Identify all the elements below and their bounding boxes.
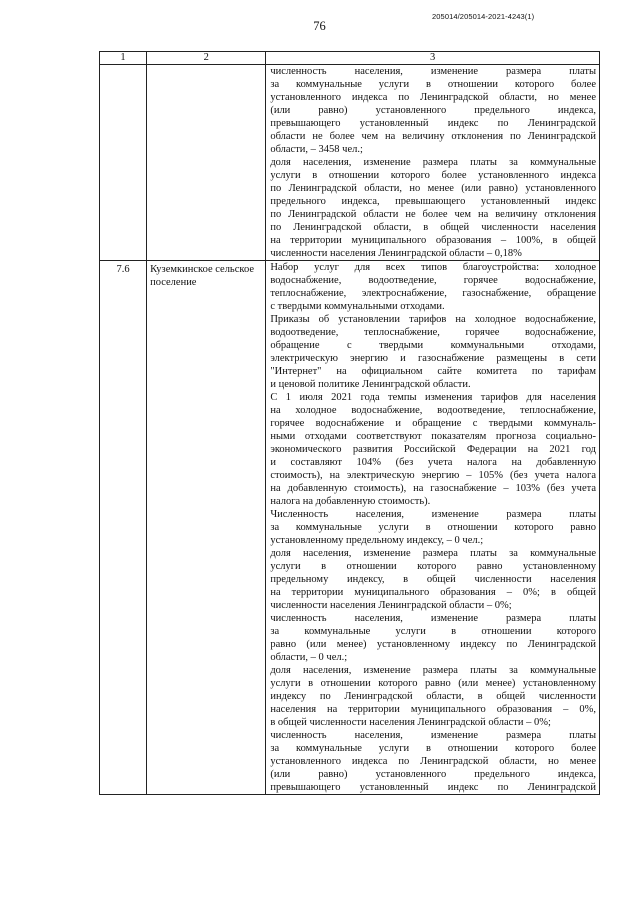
- document-id: 205014/205014-2021-4243(1): [432, 12, 535, 21]
- text-line: превышающего установленный индекс по Ленинградской: [270, 782, 596, 793]
- text-line: электрическую энергию и газоснабжение размещены в сети: [270, 353, 596, 364]
- text-line: индексу по Ленинградской области, в общей численности: [270, 691, 596, 702]
- column-header-3: 3: [266, 52, 600, 65]
- text-line: по Ленинградской области, в общей численности населения: [270, 222, 596, 233]
- text-line: численности населения Ленинградской области – 0,18%: [270, 248, 522, 259]
- text-line: области, – 3458 чел.;: [270, 144, 363, 155]
- text-line: за коммунальные услуги в отношении которого более: [270, 79, 596, 90]
- text-line: области, – 0 чел.;: [270, 652, 348, 663]
- text-line: установленного индекса по Ленинградской области, но менее: [270, 756, 596, 767]
- text-line: услуги в отношении которого равно (или менее) установленному: [270, 678, 596, 689]
- text-line: численность населения, изменение размера платы: [270, 613, 596, 624]
- row-number-cell: 7.6: [100, 261, 147, 795]
- text-line: установленного индекса по Ленинградской области, но менее: [270, 92, 596, 103]
- text-line: Численность населения, изменение размера платы: [270, 509, 596, 520]
- text-line: теплоснабжение, электроснабжение, газоснабжение, обращение: [270, 288, 596, 299]
- text-line: предельному индексу, в общей численности населения: [270, 574, 596, 585]
- text-line: экономического развития Российской Федерации на 2021 год: [270, 444, 596, 455]
- text-line: горячее водоснабжение и обращение с твердыми коммуналь-: [270, 418, 596, 429]
- text-line: Приказы об установлении тарифов на холодное водоснабжение,: [270, 314, 596, 325]
- text-line: Набор услуг для всех типов благоустройства: холодное: [270, 262, 596, 273]
- table-row-continued: [100, 65, 600, 261]
- text-line: обращение с твердыми коммунальными отходами,: [270, 340, 596, 351]
- text-line: водоотведение, теплоснабжение, горячее водоснабжение,: [270, 327, 596, 338]
- text-line: предельного индекса, превышающего установленный индекс: [270, 196, 596, 207]
- text-line: численность населения, изменение размера платы: [270, 730, 596, 741]
- text-line: за коммунальные услуги в отношении которого равно: [270, 522, 596, 533]
- text-line: (или равно) установленного предельного индекса,: [270, 105, 596, 116]
- settlement-name-cell: [147, 65, 266, 261]
- text-line: на территории муниципального образования – 100%, в общей: [270, 235, 596, 246]
- text-line: равно (или менее) установленному индексу по Ленинградской: [270, 639, 596, 650]
- text-line: (или равно) установленного предельного индекса,: [270, 769, 596, 780]
- text-line: по Ленинградской области, но менее (или равно) установленного: [270, 183, 596, 194]
- column-header-1: 1: [100, 52, 147, 65]
- page-number: 76: [313, 19, 326, 33]
- text-line: на территории муниципального образования – 0%; в общей: [270, 587, 596, 598]
- description-cell: [266, 65, 600, 261]
- text-line: доля населения, изменение размера платы за коммунальные: [270, 548, 596, 559]
- column-header-2: 2: [147, 52, 266, 65]
- text-line: за коммунальные услуги в отношении которого более: [270, 743, 596, 754]
- text-line: на добавленную стоимость), на газоснабжение – 103% (без учета: [270, 483, 596, 494]
- text-line: услуги в отношении которого равно установленному: [270, 561, 596, 572]
- text-line: доля населения, изменение размера платы за коммунальные: [270, 157, 596, 168]
- text-line: и составляют 104% (без учета налога на добавленную: [270, 457, 596, 468]
- description-cell: [266, 261, 600, 795]
- text-line: стоимость), на электрическую энергию – 105% (без учета налога: [270, 470, 596, 481]
- text-line: "Интернет" на официальном сайте комитета по тарифам: [270, 366, 596, 377]
- table-header-row: [100, 52, 600, 65]
- text-line: превышающего установленный индекс по Ленинградской: [270, 118, 596, 129]
- text-line: налога на добавленную стоимость).: [270, 496, 431, 507]
- text-line: численность населения, изменение размера платы: [270, 66, 596, 77]
- text-line: водоснабжение, водоотведение, горячее водоснабжение,: [270, 275, 596, 286]
- text-line: населения на территории муниципального образования – 0%,: [270, 704, 596, 715]
- text-line: доля населения, изменение размера платы за коммунальные: [270, 665, 596, 676]
- table-row-7-6: [100, 261, 600, 795]
- text-line: численности населения Ленинградской области – 0%;: [270, 600, 512, 611]
- row-number-cell: [100, 65, 147, 261]
- text-line: услуги в отношении которого более установленного индекса: [270, 170, 596, 181]
- text-line: и ценовой политике Ленинградской области.: [270, 379, 471, 390]
- text-line: за коммунальные услуги в отношении которого: [270, 626, 596, 637]
- text-line: с твердыми коммунальными отходами.: [270, 301, 445, 312]
- text-line: области не более чем на величину отклонения по Ленинградской: [270, 131, 596, 142]
- text-line: в общей численности населения Ленинградской области – 0%;: [270, 717, 551, 728]
- settlement-name-cell: Куземкинское сельское поселение: [147, 261, 266, 795]
- text-line: С 1 июля 2021 года темпы изменения тарифов для населения: [270, 392, 596, 403]
- tariff-table: [99, 51, 600, 795]
- text-line: ными отходами соответствуют показателям прогноза социально-: [270, 431, 596, 442]
- text-line: по Ленинградской области не более чем на величину отклонения: [270, 209, 596, 220]
- text-line: установленному предельному индексу, – 0 чел.;: [270, 535, 484, 546]
- text-line: на холодное водоснабжение, водоотведение, теплоснабжение,: [270, 405, 596, 416]
